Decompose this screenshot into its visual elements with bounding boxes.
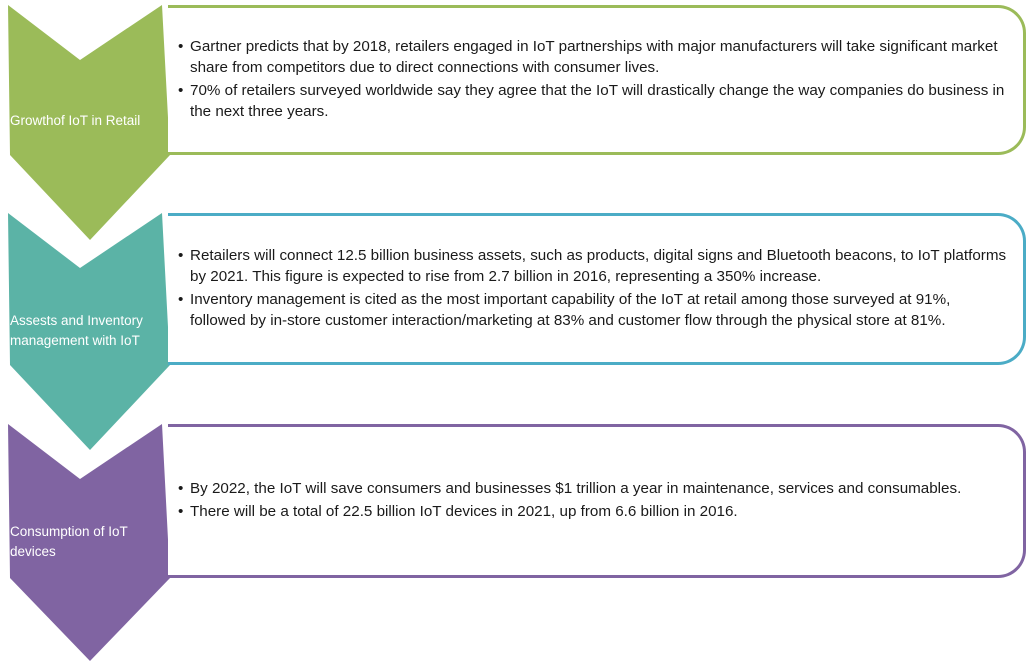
bullet-item: • There will be a total of 22.5 billion IoT devices in 2021, up from 6.6 billion in 2016. [178, 501, 961, 522]
stage-2-bullet-list [168, 245, 1023, 333]
bullet-item: • Retailers will connect 12.5 billion business assets, such as products, digital signs and Bluetooth beacons, to IoT platforms by 2021. This figure is expected to rise from 2.7 billion in 2016, representing a 350% increase. [178, 245, 1009, 287]
stage-1-panel [168, 5, 1026, 155]
stage-3-title: Consumption of IoT devices [10, 524, 128, 559]
stage-2-panel [168, 213, 1026, 365]
bullet-item: • 70% of retailers surveyed worldwide say they agree that the IoT will drastically change the way companies do business in the next three years. [178, 80, 1009, 122]
stage-1-bullet-list [168, 36, 1023, 124]
stage-1-title: Growthof IoT in Retail [10, 113, 141, 128]
bullet-item: • By 2022, the IoT will save consumers and businesses $1 trillion a year in maintenance, services and consumables. [178, 478, 961, 499]
stage-3-panel [168, 424, 1026, 578]
stage-3-bullet-list [168, 478, 975, 524]
bullet-item: • Gartner predicts that by 2018, retailers engaged in IoT partnerships with major manufacturers will take significant market share from competitors due to direct connections with consumer lives. [178, 36, 1009, 78]
stage-2-title: Assests and Inventory management with IoT [10, 313, 143, 348]
bullet-item: • Inventory management is cited as the most important capability of the IoT at retail among those surveyed at 91%, followed by in-store customer interaction/marketing at 83% and customer flow through the physical store at 81%. [178, 289, 1009, 331]
